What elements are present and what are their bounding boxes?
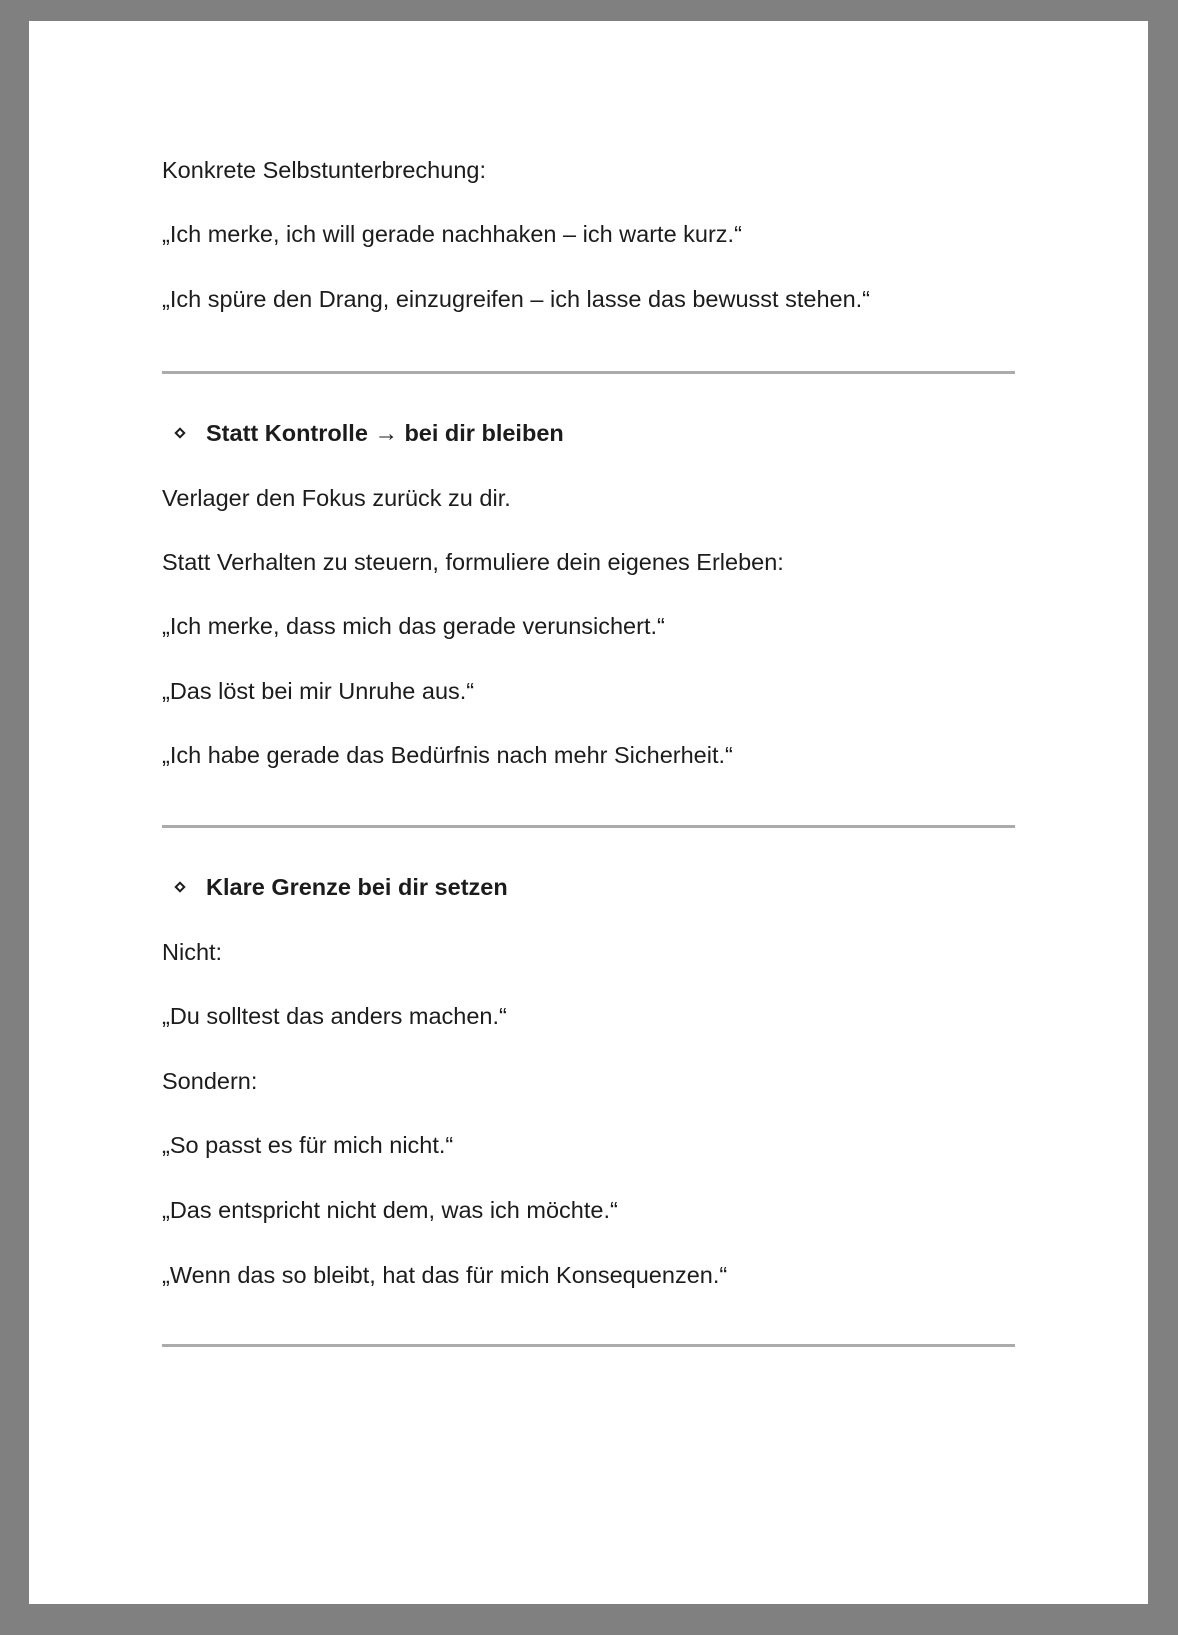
section2-quote-1: „Ich merke, dass mich das gerade verunsichert.“ — [162, 613, 665, 639]
section3-heading — [162, 872, 508, 902]
section2-text-2: Statt Verhalten zu steuern, formuliere dein eigenes Erleben: — [162, 549, 784, 575]
divider-1 — [162, 371, 1015, 374]
diamond-bullet-icon — [174, 881, 185, 892]
section1-quote-2: „Ich spüre den Drang, einzugreifen – ich lasse das bewusst stehen.“ — [162, 286, 871, 312]
section3-quote-4: „Wenn das so bleibt, hat das für mich Konsequenzen.“ — [162, 1262, 728, 1288]
divider-3 — [162, 1344, 1015, 1347]
section3-quote-2: „So passt es für mich nicht.“ — [162, 1132, 454, 1158]
section3-text-nicht: Nicht: — [162, 939, 223, 965]
section2-heading — [162, 418, 564, 448]
section1-quote-1: „Ich merke, ich will gerade nachhaken – ich warte kurz.“ — [162, 221, 742, 247]
section3-quote-1: „Du solltest das anders machen.“ — [162, 1003, 507, 1029]
section2-heading-text: Statt Kontrolle → bei dir bleiben — [206, 420, 564, 446]
section3-heading-text: Klare Grenze bei dir setzen — [206, 874, 508, 900]
section2-quote-3: „Ich habe gerade das Bedürfnis nach mehr Sicherheit.“ — [162, 742, 733, 768]
divider-2 — [162, 825, 1015, 828]
document-page — [29, 21, 1148, 1604]
section2-text-1: Verlager den Fokus zurück zu dir. — [162, 485, 511, 511]
section2-quote-2: „Das löst bei mir Unruhe aus.“ — [162, 678, 475, 704]
section1-intro: Konkrete Selbstunterbrechung: — [162, 157, 486, 183]
section3-quote-3: „Das entspricht nicht dem, was ich möchte.“ — [162, 1197, 618, 1223]
diamond-bullet-icon — [174, 427, 185, 438]
section3-text-sondern: Sondern: — [162, 1068, 258, 1094]
